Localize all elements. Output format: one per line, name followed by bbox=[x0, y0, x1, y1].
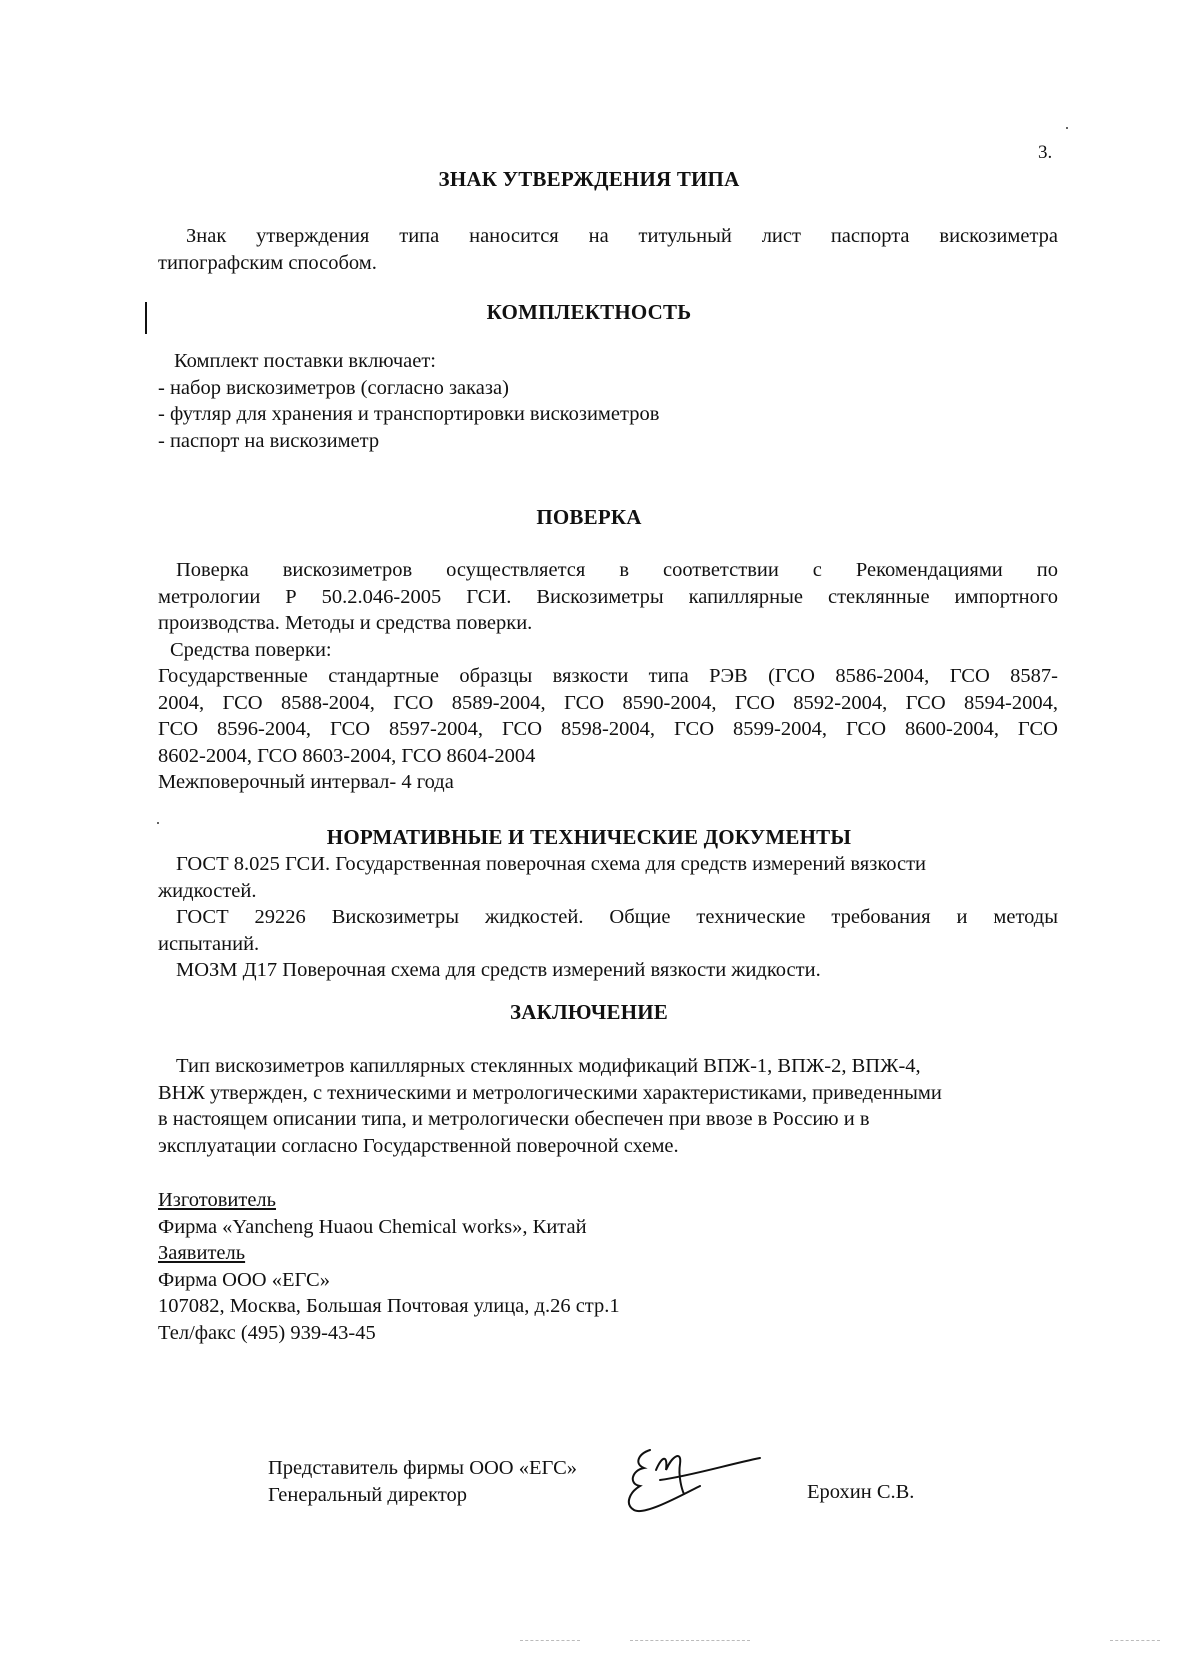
verification-paragraph bbox=[158, 557, 1058, 796]
scan-artifact bbox=[1110, 1640, 1160, 1642]
completeness-item: - футляр для хранения и транспортировки вискозиметров bbox=[158, 403, 660, 425]
signer-role-company: Представитель фирмы ООО «ЕГС» bbox=[268, 1457, 578, 1479]
normative-doc-line: МОЗМ Д17 Поверочная схема для средств измерений вязкости жидкости. bbox=[176, 959, 821, 981]
scan-speck bbox=[157, 822, 159, 824]
scan-artifact bbox=[630, 1640, 750, 1642]
completeness-item: - набор вискозиметров (согласно заказа) bbox=[158, 376, 509, 399]
approval-mark-line: типографским способом. bbox=[158, 251, 377, 274]
signer-name: Ерохин С.В. bbox=[807, 1481, 915, 1503]
conclusion-paragraph bbox=[158, 1053, 1058, 1159]
parties-block bbox=[158, 1187, 1058, 1346]
applicant-name: Фирма ООО «ЕГС» bbox=[158, 1268, 330, 1291]
section-title-completeness: КОМПЛЕКТНОСТЬ bbox=[486, 300, 692, 324]
conclusion-line: в настоящем описании типа, и метрологически обеспечен при ввозе в Россию и в bbox=[158, 1108, 870, 1130]
normative-doc-line: испытаний. bbox=[158, 932, 260, 955]
section-title-normative-docs: НОРМАТИВНЫЕ И ТЕХНИЧЕСКИЕ ДОКУМЕНТЫ bbox=[326, 825, 852, 849]
scan-artifact bbox=[520, 1640, 580, 1642]
normative-docs-list bbox=[158, 851, 1058, 984]
signature-block bbox=[268, 1455, 577, 1508]
verification-means-line: 2004, ГСО 8588-2004, ГСО 8589-2004, ГСО 8590-2004, ГСО 8592-2004, ГСО 8594-2004, bbox=[158, 691, 1058, 714]
manufacturer-name: Фирма «Yancheng Huaou Chemical works», Китай bbox=[158, 1215, 587, 1238]
verification-line: метрологии Р 50.2.046-2005 ГСИ. Вискозиметры капиллярные стеклянные импортного bbox=[158, 585, 1058, 608]
manufacturer-label: Изготовитель bbox=[158, 1189, 277, 1211]
completeness-intro: Комплект поставки включает: bbox=[174, 350, 436, 372]
page-number: 3. bbox=[1038, 142, 1053, 163]
approval-mark-paragraph bbox=[158, 223, 1058, 276]
verification-means-line: Государственные стандартные образцы вязкости типа РЭВ (ГСО 8586-2004, ГСО 8587- bbox=[158, 665, 1058, 687]
verification-interval: Межповерочный интервал- 4 года bbox=[158, 771, 454, 793]
conclusion-line: эксплуатации согласно Государственной поверочной схеме. bbox=[158, 1134, 679, 1157]
conclusion-line: Тип вискозиметров капиллярных стеклянных модификаций ВПЖ-1, ВПЖ-2, ВПЖ-4, bbox=[176, 1055, 921, 1077]
normative-doc-line: ГОСТ 8.025 ГСИ. Государственная поверочная схема для средств измерений вязкости bbox=[176, 853, 927, 875]
scan-speck bbox=[1066, 127, 1068, 129]
section-title-approval-mark: ЗНАК УТВЕРЖДЕНИЯ ТИПА bbox=[438, 167, 740, 191]
approval-mark-line: Знак утверждения типа наносится на титульный лист паспорта вискозиметра bbox=[186, 225, 1058, 247]
normative-doc-line: жидкостей. bbox=[158, 879, 257, 902]
verification-line: Поверка вискозиметров осуществляется в соответствии с Рекомендациями по bbox=[176, 559, 1058, 581]
section-title-verification: ПОВЕРКА bbox=[536, 505, 642, 529]
verification-means-line: ГСО 8596-2004, ГСО 8597-2004, ГСО 8598-2004, ГСО 8599-2004, ГСО 8600-2004, ГСО bbox=[158, 718, 1058, 740]
applicant-address: 107082, Москва, Большая Почтовая улица, д.26 стр.1 bbox=[158, 1295, 620, 1317]
handwritten-signature-icon bbox=[620, 1440, 770, 1520]
section-title-conclusion: ЗАКЛЮЧЕНИЕ bbox=[509, 1000, 669, 1024]
signer-role-title: Генеральный директор bbox=[268, 1483, 468, 1506]
applicant-label: Заявитель bbox=[158, 1242, 246, 1264]
normative-doc-line: ГОСТ 29226 Вискозиметры жидкостей. Общие технические требования и методы bbox=[176, 906, 1058, 928]
verification-means-line: 8602-2004, ГСО 8603-2004, ГСО 8604-2004 bbox=[158, 744, 536, 767]
completeness-item: - паспорт на вискозиметр bbox=[158, 429, 380, 452]
verification-means-label: Средства поверки: bbox=[170, 638, 332, 661]
conclusion-line: ВНЖ утвержден, с техническими и метрологическими характеристиками, приведенными bbox=[158, 1081, 942, 1104]
verification-line: производства. Методы и средства поверки. bbox=[158, 612, 533, 634]
completeness-list bbox=[158, 348, 1058, 454]
applicant-phone: Тел/факс (495) 939-43-45 bbox=[158, 1321, 376, 1344]
